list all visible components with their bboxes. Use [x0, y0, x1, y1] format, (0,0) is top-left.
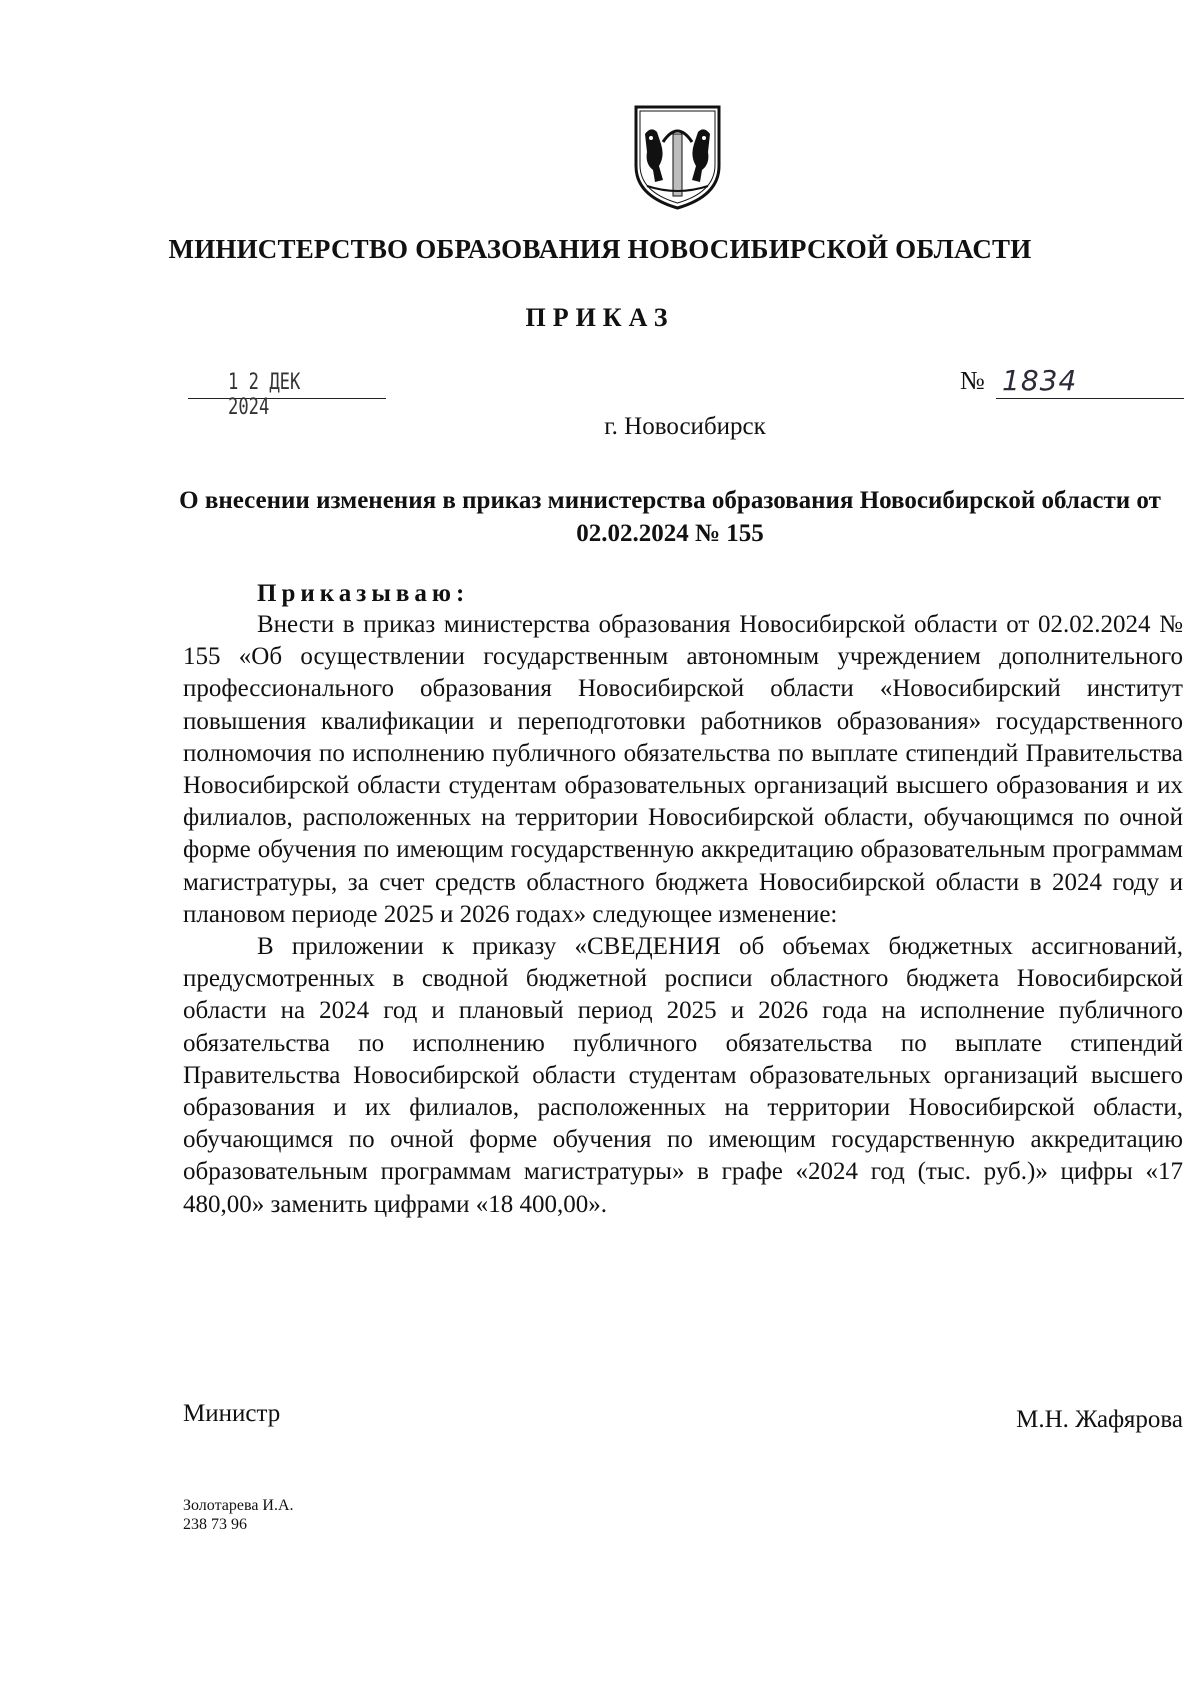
executor-name: Золотарева И.А. [183, 1497, 294, 1514]
date-stamp: 1 2 ДЕК 2024 [228, 370, 301, 420]
signatory-name: М.Н. Жафярова [1016, 1406, 1183, 1433]
city: г. Новосибирск [604, 413, 766, 440]
executor-phone: 238 73 96 [183, 1516, 247, 1533]
body-paragraph: В приложении к приказу «СВЕДЕНИЯ об объемах бюджетных ассигнований, предусмотренных в сводной бюджетной росписи областного бюджета Новосибирской области на 2024 год и плановый период 2025 и 2026 года на исполнение публичного обязательства по исполнению публичного обязательства по выплате стипендий Правительства Новосибирской области студентам образовательных организаций высшего образования и их филиалов, расположенных на территории Новосибирской области, обучающимся по очной форме обучения по имеющим государственную аккредитацию образовательным программам магистратуры» в графе «2024 год (тыс. руб.)» цифры «17 480,00» заменить цифрами «18 400,00». [183, 933, 1183, 1218]
executor-info [183, 1496, 294, 1534]
body-paragraph: Внести в приказ министерства образования Новосибирской области от 02.02.2024 № 155 «Об осуществлении государственным автономным учреждением дополнительного профессионального образования Новосибирской области «Новосибирский институт повышения квалификации и переподготовки работников образования» государственного полномочия по исполнению публичного обязательства по выплате стипендий Правительства Новосибирской области студентам образовательных организаций высшего образования и их филиалов, расположенных на территории Новосибирской области, обучающимся по очной форме обучения по имеющим государственную аккредитацию образовательным программам магистратуры, за счет средств областного бюджета Новосибирской области в 2024 году и плановом периоде 2025 и 2026 годах» следующее изменение: [183, 611, 1183, 928]
date-field [188, 370, 386, 420]
signatory-position: Министр [183, 1400, 281, 1427]
document-number: 1834 [1002, 364, 1078, 397]
ministry-name: МИНИСТЕРСТВО ОБРАЗОВАНИЯ НОВОСИБИРСКОЙ ОБЛАСТИ [168, 234, 1032, 264]
number-label: № [960, 366, 985, 395]
document-type: ПРИКАЗ [525, 303, 675, 332]
document-subject: О внесении изменения в приказ министерства образования Новосибирской области от 02.02.2024 № 155 [179, 487, 1161, 547]
number-field [996, 364, 1184, 399]
coat-of-arms-icon [633, 104, 722, 210]
document-body [183, 609, 1183, 1221]
order-word: Приказываю: [257, 580, 470, 607]
